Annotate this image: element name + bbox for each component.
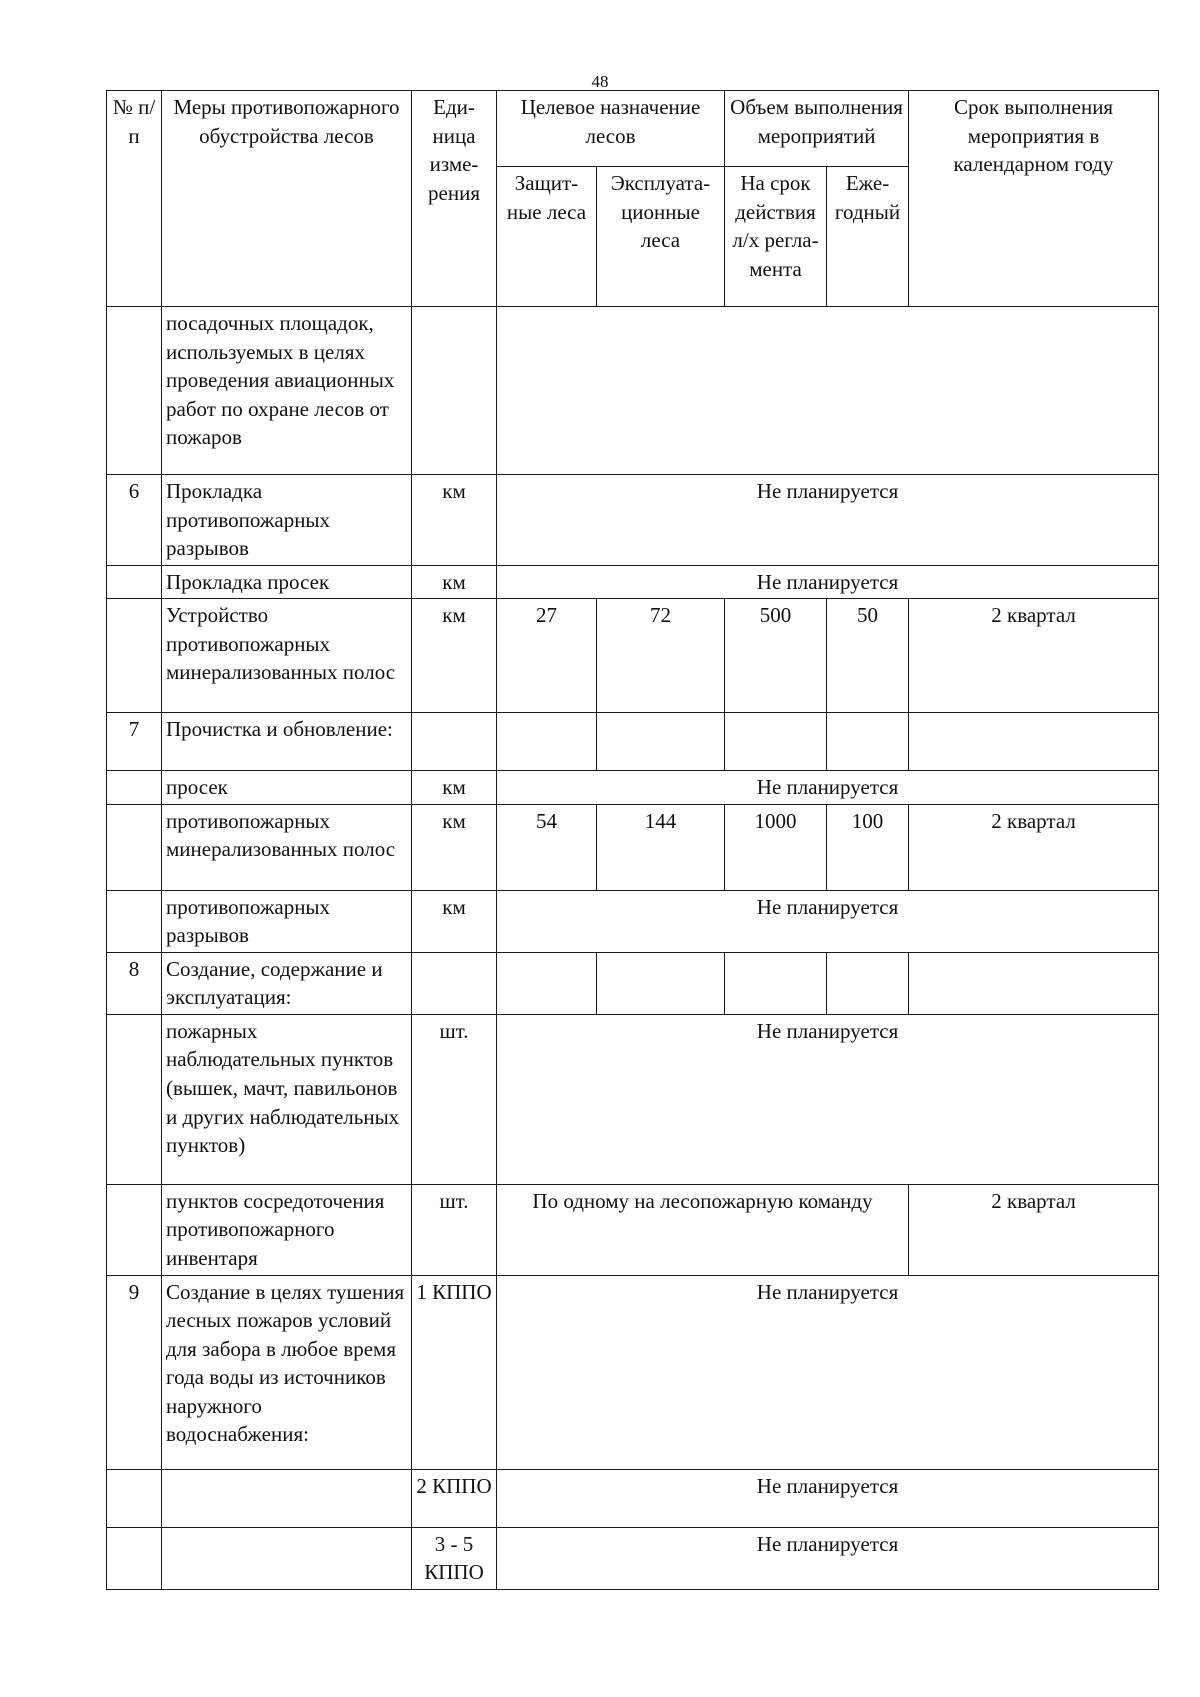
row-measure: пунктов сосредоточения противопожарного инвентаря	[162, 1184, 412, 1275]
row-annual	[827, 952, 909, 1014]
row-num	[107, 599, 162, 713]
row-measure: противопожарных минерализованных полос	[162, 804, 412, 890]
row-note: Не планируется	[497, 565, 1159, 599]
row-num	[107, 890, 162, 952]
row-note: Не планируется	[497, 1527, 1159, 1589]
row-regulation-term	[725, 952, 827, 1014]
row-deadline: 2 квартал	[909, 804, 1159, 890]
header-volume: Объем выполнения мероприятий	[725, 91, 909, 167]
row-measure: просек	[162, 771, 412, 805]
row-measure: Прокладка просек	[162, 565, 412, 599]
row-regulation-term: 500	[725, 599, 827, 713]
row-unit: шт.	[412, 1184, 497, 1275]
table-row	[107, 952, 1159, 1014]
row-regulation-term: 1000	[725, 804, 827, 890]
row-measure: посадочных площадок, используемых в целях проведения авиационных работ по охране лесов от пожаров	[162, 307, 412, 475]
row-note: Не планируется	[497, 475, 1159, 566]
header-protective: Защит-ные леса	[497, 167, 597, 307]
row-num: 9	[107, 1275, 162, 1469]
row-protective: 54	[497, 804, 597, 890]
row-unit: км	[412, 565, 497, 599]
row-unit: км	[412, 890, 497, 952]
row-unit: шт.	[412, 1014, 497, 1184]
table-row	[107, 1275, 1159, 1469]
row-note	[497, 307, 1159, 475]
row-protective	[497, 952, 597, 1014]
row-note: Не планируется	[497, 1014, 1159, 1184]
row-num	[107, 1184, 162, 1275]
row-unit	[412, 307, 497, 475]
table-row	[107, 307, 1159, 475]
row-unit	[412, 952, 497, 1014]
row-num	[107, 771, 162, 805]
row-measure: Устройство противопожарных минерализованных полос	[162, 599, 412, 713]
header-exploitation: Эксплуата-ционные леса	[597, 167, 725, 307]
row-note: Не планируется	[497, 890, 1159, 952]
table-row	[107, 771, 1159, 805]
row-deadline	[909, 713, 1159, 771]
row-num: 6	[107, 475, 162, 566]
table-row	[107, 565, 1159, 599]
fire-measures-table	[106, 90, 1159, 1590]
header-row-1	[107, 91, 1159, 167]
table-row	[107, 1527, 1159, 1589]
table-row	[107, 1469, 1159, 1527]
header-measures: Меры противопожарного обустройства лесов	[162, 91, 412, 307]
row-unit: 2 КППО	[412, 1469, 497, 1527]
row-deadline: 2 квартал	[909, 599, 1159, 713]
row-unit: км	[412, 804, 497, 890]
row-measure: пожарных наблюдательных пунктов (вышек, мачт, павильонов и других наблюдательных пунктов)	[162, 1014, 412, 1184]
row-num: 8	[107, 952, 162, 1014]
row-deadline	[909, 952, 1159, 1014]
table-row	[107, 1184, 1159, 1275]
header-unit: Еди-ница изме-рения	[412, 91, 497, 307]
row-exploitation	[597, 952, 725, 1014]
row-note: Не планируется	[497, 771, 1159, 805]
row-num	[107, 1527, 162, 1589]
row-num	[107, 307, 162, 475]
row-regulation-term	[725, 713, 827, 771]
header-num: № п/п	[107, 91, 162, 307]
row-measure: противопожарных разрывов	[162, 890, 412, 952]
row-unit: 1 КППО	[412, 1275, 497, 1469]
row-measure: Создание, содержание и эксплуатация:	[162, 952, 412, 1014]
row-note: По одному на лесопожарную команду	[497, 1184, 909, 1275]
header-forest-purpose: Целевое назначение лесов	[497, 91, 725, 167]
row-measure: Создание в целях тушения лесных пожаров условий для забора в любое время года воды из источников наружного водоснабжения:	[162, 1275, 412, 1469]
table-row	[107, 804, 1159, 890]
header-annual: Еже-годный	[827, 167, 909, 307]
row-annual: 50	[827, 599, 909, 713]
row-exploitation	[597, 713, 725, 771]
table-row	[107, 599, 1159, 713]
table-row	[107, 475, 1159, 566]
row-measure: Прокладка противопожарных разрывов	[162, 475, 412, 566]
header-deadline: Срок выполнения мероприятия в календарном году	[909, 91, 1159, 307]
row-num	[107, 1014, 162, 1184]
row-num: 7	[107, 713, 162, 771]
row-num	[107, 804, 162, 890]
row-annual: 100	[827, 804, 909, 890]
table-row	[107, 890, 1159, 952]
row-unit: 3 - 5 КППО	[412, 1527, 497, 1589]
row-unit: км	[412, 475, 497, 566]
row-note: Не планируется	[497, 1275, 1159, 1469]
row-unit	[412, 713, 497, 771]
page-number: 48	[591, 72, 609, 91]
row-protective	[497, 713, 597, 771]
row-measure	[162, 1527, 412, 1589]
row-measure: Прочистка и обновление:	[162, 713, 412, 771]
row-deadline: 2 квартал	[909, 1184, 1159, 1275]
row-exploitation: 144	[597, 804, 725, 890]
row-note: Не планируется	[497, 1469, 1159, 1527]
row-protective: 27	[497, 599, 597, 713]
header-regulation-term: На срок действия л/х регла-мента	[725, 167, 827, 307]
row-num	[107, 1469, 162, 1527]
row-unit: км	[412, 771, 497, 805]
row-measure	[162, 1469, 412, 1527]
row-num	[107, 565, 162, 599]
table-row	[107, 713, 1159, 771]
table-row	[107, 1014, 1159, 1184]
row-unit: км	[412, 599, 497, 713]
row-annual	[827, 713, 909, 771]
row-exploitation: 72	[597, 599, 725, 713]
